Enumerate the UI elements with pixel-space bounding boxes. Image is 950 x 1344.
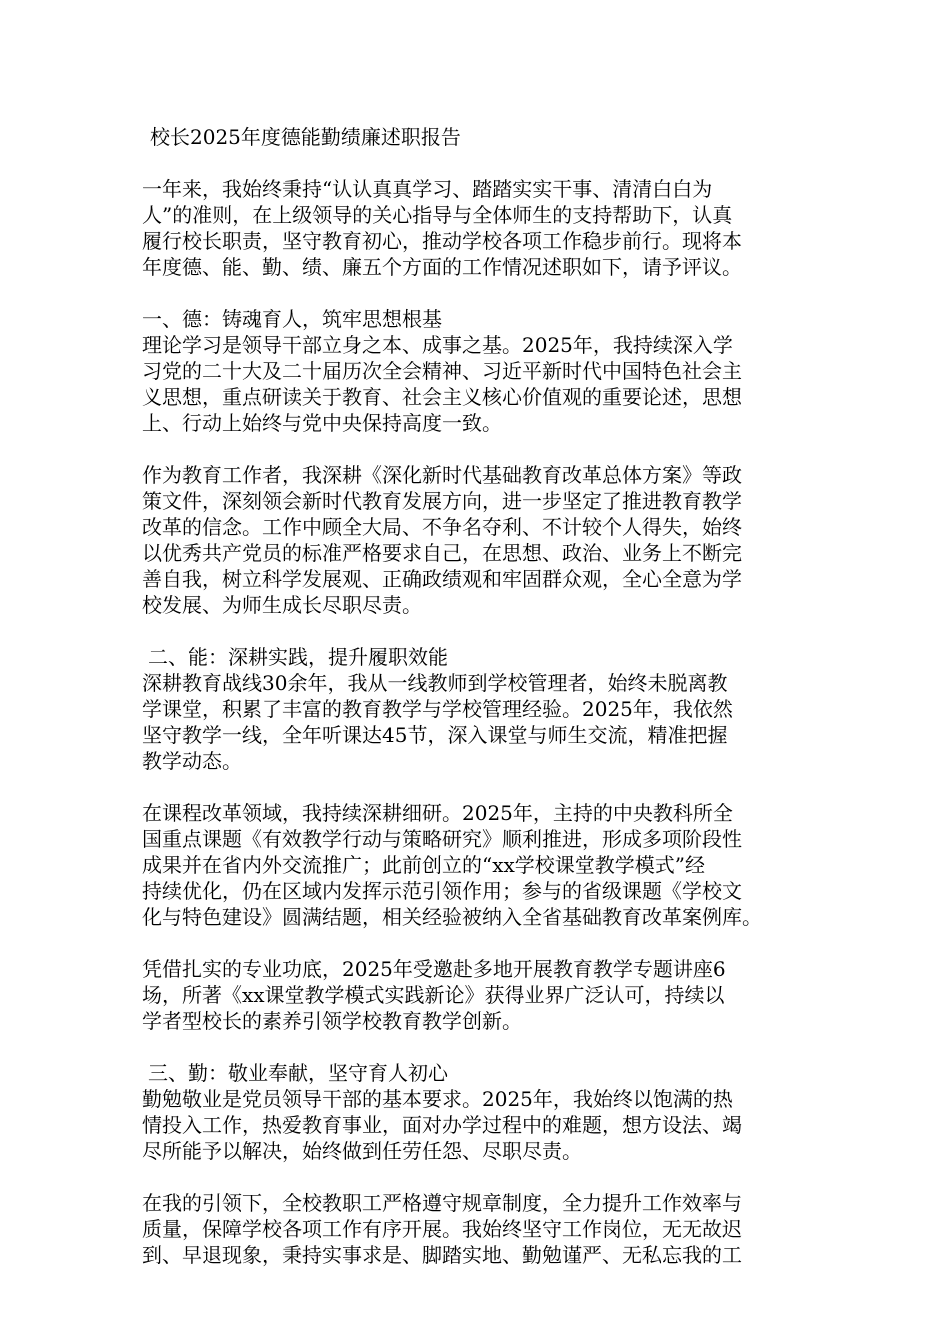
- document-body: [142, 124, 832, 1294]
- section-heading-qin: 三、勤：敬业奉献，坚守育人初心: [148, 1061, 448, 1085]
- paragraph: 勤勉敬业是党员领导干部的基本要求。2025年，我始终以饱满的热 情投入工作，热爱教育事业，面对办学过程中的难题，想方设法、竭 尽所能予以解决，始终做到任劳任怨、尽职尽责。: [142, 1087, 742, 1163]
- section-qin: [142, 1060, 832, 1268]
- paragraph: 深耕教育战线30余年，我从一线教师到学校管理者，始终未脱离教 学课堂，积累了丰富的教育教学与学校管理经验。2025年，我依然 坚守教学一线，全年听课达45节，深入课堂与师生交流，精准把握 教学动态。: [142, 671, 733, 773]
- paragraph: 凭借扎实的专业功底，2025年受邀赴多地开展教育教学专题讲座6 场，所著《xx课堂教学模式实践新论》获得业界广泛认可，持续以 学者型校长的素养引领学校教育教学创新。: [142, 957, 726, 1033]
- paragraph: 作为教育工作者，我深耕《深化新时代基础教育改革总体方案》等政 策文件，深刻领会新时代教育发展方向，进一步坚定了推进教育教学 改革的信念。工作中顾全大局、不争名夺利、不计较个人得失，始终 以优秀共产党员的标准严格要求自己，在思想、政治、业务上不断完 善自我，树立科学发展观、正确政绩观和牢固群众观，全心全意为学 校发展、为师生成长尽职尽责。: [142, 463, 742, 617]
- document-title: 校长2025年度德能勤绩廉述职报告: [150, 125, 461, 149]
- section-heading-de: 一、德：铸魂育人，筑牢思想根基: [142, 307, 442, 331]
- intro-paragraph: 一年来，我始终秉持“认认真真学习、踏踏实实干事、清清白白为 人”的准则，在上级领导的关心指导与全体师生的支持帮助下，认真 履行校长职责，坚守教育初心，推动学校各项工作稳步前行。现将本 年度德、能、勤、绩、廉五个方面的工作情况述职如下，请予评议。: [142, 177, 742, 279]
- section-neng: [142, 644, 832, 1034]
- paragraph: 在课程改革领域，我持续深耕细研。2025年，主持的中央教科所全 国重点课题《有效教学行动与策略研究》顺利推进，形成多项阶段性 成果并在省内外交流推广；此前创立的“xx学校课堂教学模式”经 持续优化，仍在区域内发挥示范引领作用；参与的省级课题《学校文 化与特色建设》圆满结题，相关经验被纳入全省基础教育改革案例库。: [142, 801, 762, 929]
- section-de: [142, 306, 832, 618]
- section-heading-neng: 二、能：深耕实践，提升履职效能: [148, 645, 448, 669]
- paragraph: 在我的引领下，全校教职工严格遵守规章制度，全力提升工作效率与 质量，保障学校各项工作有序开展。我始终坚守工作岗位，无无故迟 到、早退现象，秉持实事求是、脚踏实地、勤勉谨严、无私忘我的工: [142, 1191, 742, 1267]
- paragraph: 理论学习是领导干部立身之本、成事之基。2025年，我持续深入学 习党的二十大及二十届历次全会精神、习近平新时代中国特色社会主 义思想，重点研读关于教育、社会主义核心价值观的重要论述，思想 上、行动上始终与党中央保持高度一致。: [142, 333, 742, 435]
